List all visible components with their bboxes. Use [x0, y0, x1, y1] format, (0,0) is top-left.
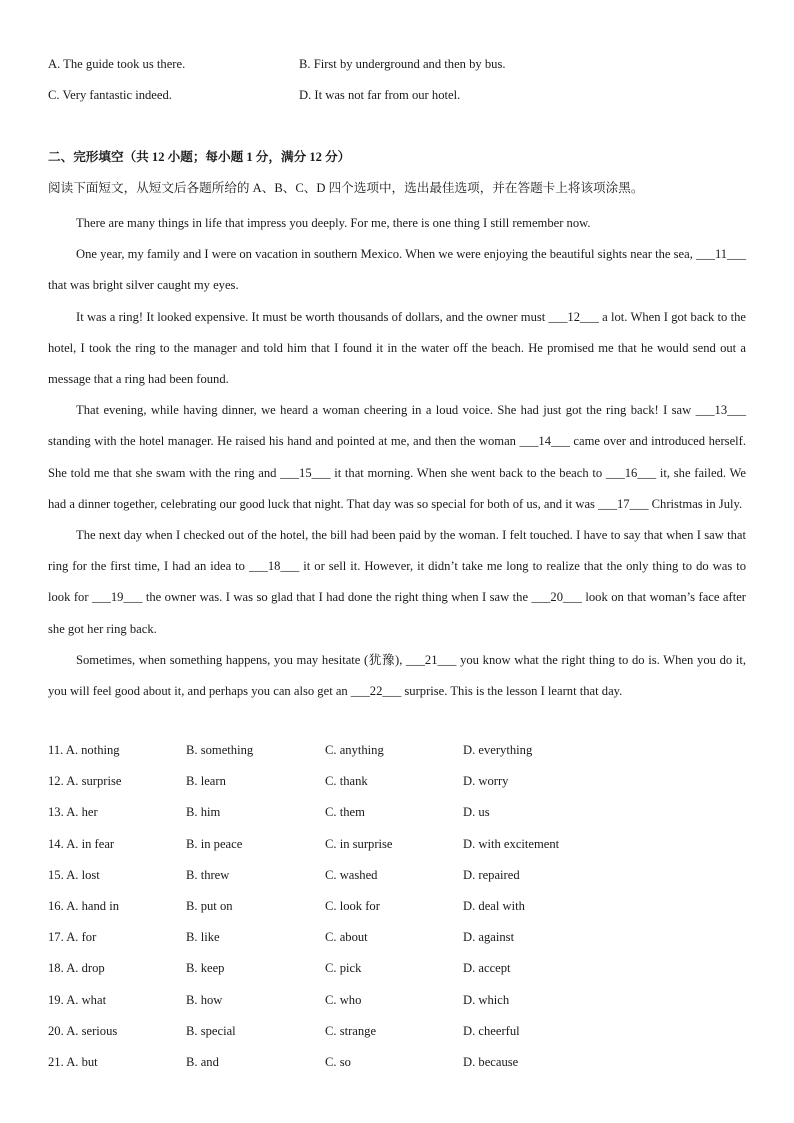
paragraph-5: The next day when I checked out of the hotel, the bill had been paid by the woman. I felt touched. I have to say that when I saw that ring for the first time, I had an idea to ___18___ it or sell it. However, it didn’t take me long to realize that the only thing to do was to look for ___19___ the owner was. I was so glad that I had done the right thing when I saw the ___20___ look on that woman’s face after she got her ring back. [48, 528, 746, 636]
blank-13: ___13___ [695, 403, 746, 418]
question-row: 14. A. in fear B. in peace C. in surprise D. with excitement [48, 836, 560, 851]
blank-12: ___12___ [548, 309, 599, 324]
prev-options-row-2 [48, 85, 748, 105]
option-c: C. Very fantastic indeed. [48, 88, 172, 102]
paragraph-6: Sometimes, when something happens, you may hesitate (犹豫), ___21___ you know what the right thing to do is. When you do it, you will feel good about it, and perhaps you can also get an ___22___ surprise. This is the lesson I learnt that day. [48, 652, 747, 699]
question-row: 19. A. what B. how C. who D. which [48, 992, 510, 1007]
question-row: 13. A. her B. him C. them D. us [48, 805, 490, 820]
question-options-list [48, 740, 748, 1083]
blank-20: ___20___ [531, 590, 582, 605]
paragraph-3: It was a ring! It looked expensive. It must be worth thousands of dollars, and the owner must ___12___ a lot. When I got back to the hotel, I took the ring to the manager and told him that I found it in the water off the beach. He promised me that he would send out a message that a ring had been found. [48, 309, 746, 387]
blank-19: ___19___ [91, 590, 143, 605]
question-row: 17. A. for B. like C. about D. against [48, 930, 515, 945]
blank-14: ___14___ [519, 434, 570, 449]
question-row: 12. A. surprise B. learn C. thank D. worry [48, 774, 509, 789]
question-row: 18. A. drop B. keep C. pick D. accept [48, 961, 511, 976]
cloze-passage [48, 208, 746, 707]
option-b: B. First by underground and then by bus. [299, 57, 506, 71]
blank-11: ___11___ [696, 247, 746, 262]
paragraph-1: There are many things in life that impress you deeply. For me, there is one thing I still remember now. [76, 216, 591, 230]
blank-18: ___18___ [248, 559, 300, 574]
question-row: 20. A. serious B. special C. strange D. cheerful [48, 1023, 520, 1038]
question-row: 16. A. hand in B. put on C. look for D. deal with [48, 898, 525, 913]
question-row: 21. A. but B. and C. so D. because [48, 1054, 519, 1069]
blank-21: ___21___ [406, 652, 457, 667]
blank-15: ___15___ [280, 465, 331, 480]
option-d: D. It was not far from our hotel. [299, 88, 461, 102]
blank-22: ___22___ [350, 684, 402, 699]
blank-16: ___16___ [605, 465, 657, 480]
paragraph-2: One year, my family and I were on vacation in southern Mexico. When we were enjoying the beautiful sights near the sea, ___11___ that was bright silver caught my eyes. [48, 247, 746, 293]
option-a: A. The guide took us there. [48, 57, 186, 71]
prev-options-row-1 [48, 54, 748, 74]
section-instruction: 阅读下面短文，从短文后各题所给的 A、B、C、D 四个选项中，选出最佳选项，并在答题卡上将该项涂黑。 [48, 181, 644, 195]
blank-17: ___17___ [598, 496, 649, 511]
paragraph-4: That evening, while having dinner, we heard a woman cheering in a loud voice. She had just got the ring back! I saw ___13___ standing with the hotel manager. He raised his hand and pointed at me, and then the woman ___14___ came over and introduced herself. She told me that she swam with the ring and ___15___ it that morning. When she went back to the beach to ___16___ it, she failed. We had a dinner together, celebrating our good luck that night. That day was so special for both of us, and it was ___17___ Christmas in July. [48, 403, 746, 511]
section-heading: 二、完形填空（共 12 小题；每小题 1 分，满分 12 分） [48, 150, 351, 164]
question-row: 11. A. nothing B. something C. anything D. everything [48, 743, 533, 757]
question-row: 15. A. lost B. threw C. washed D. repaired [48, 867, 520, 882]
